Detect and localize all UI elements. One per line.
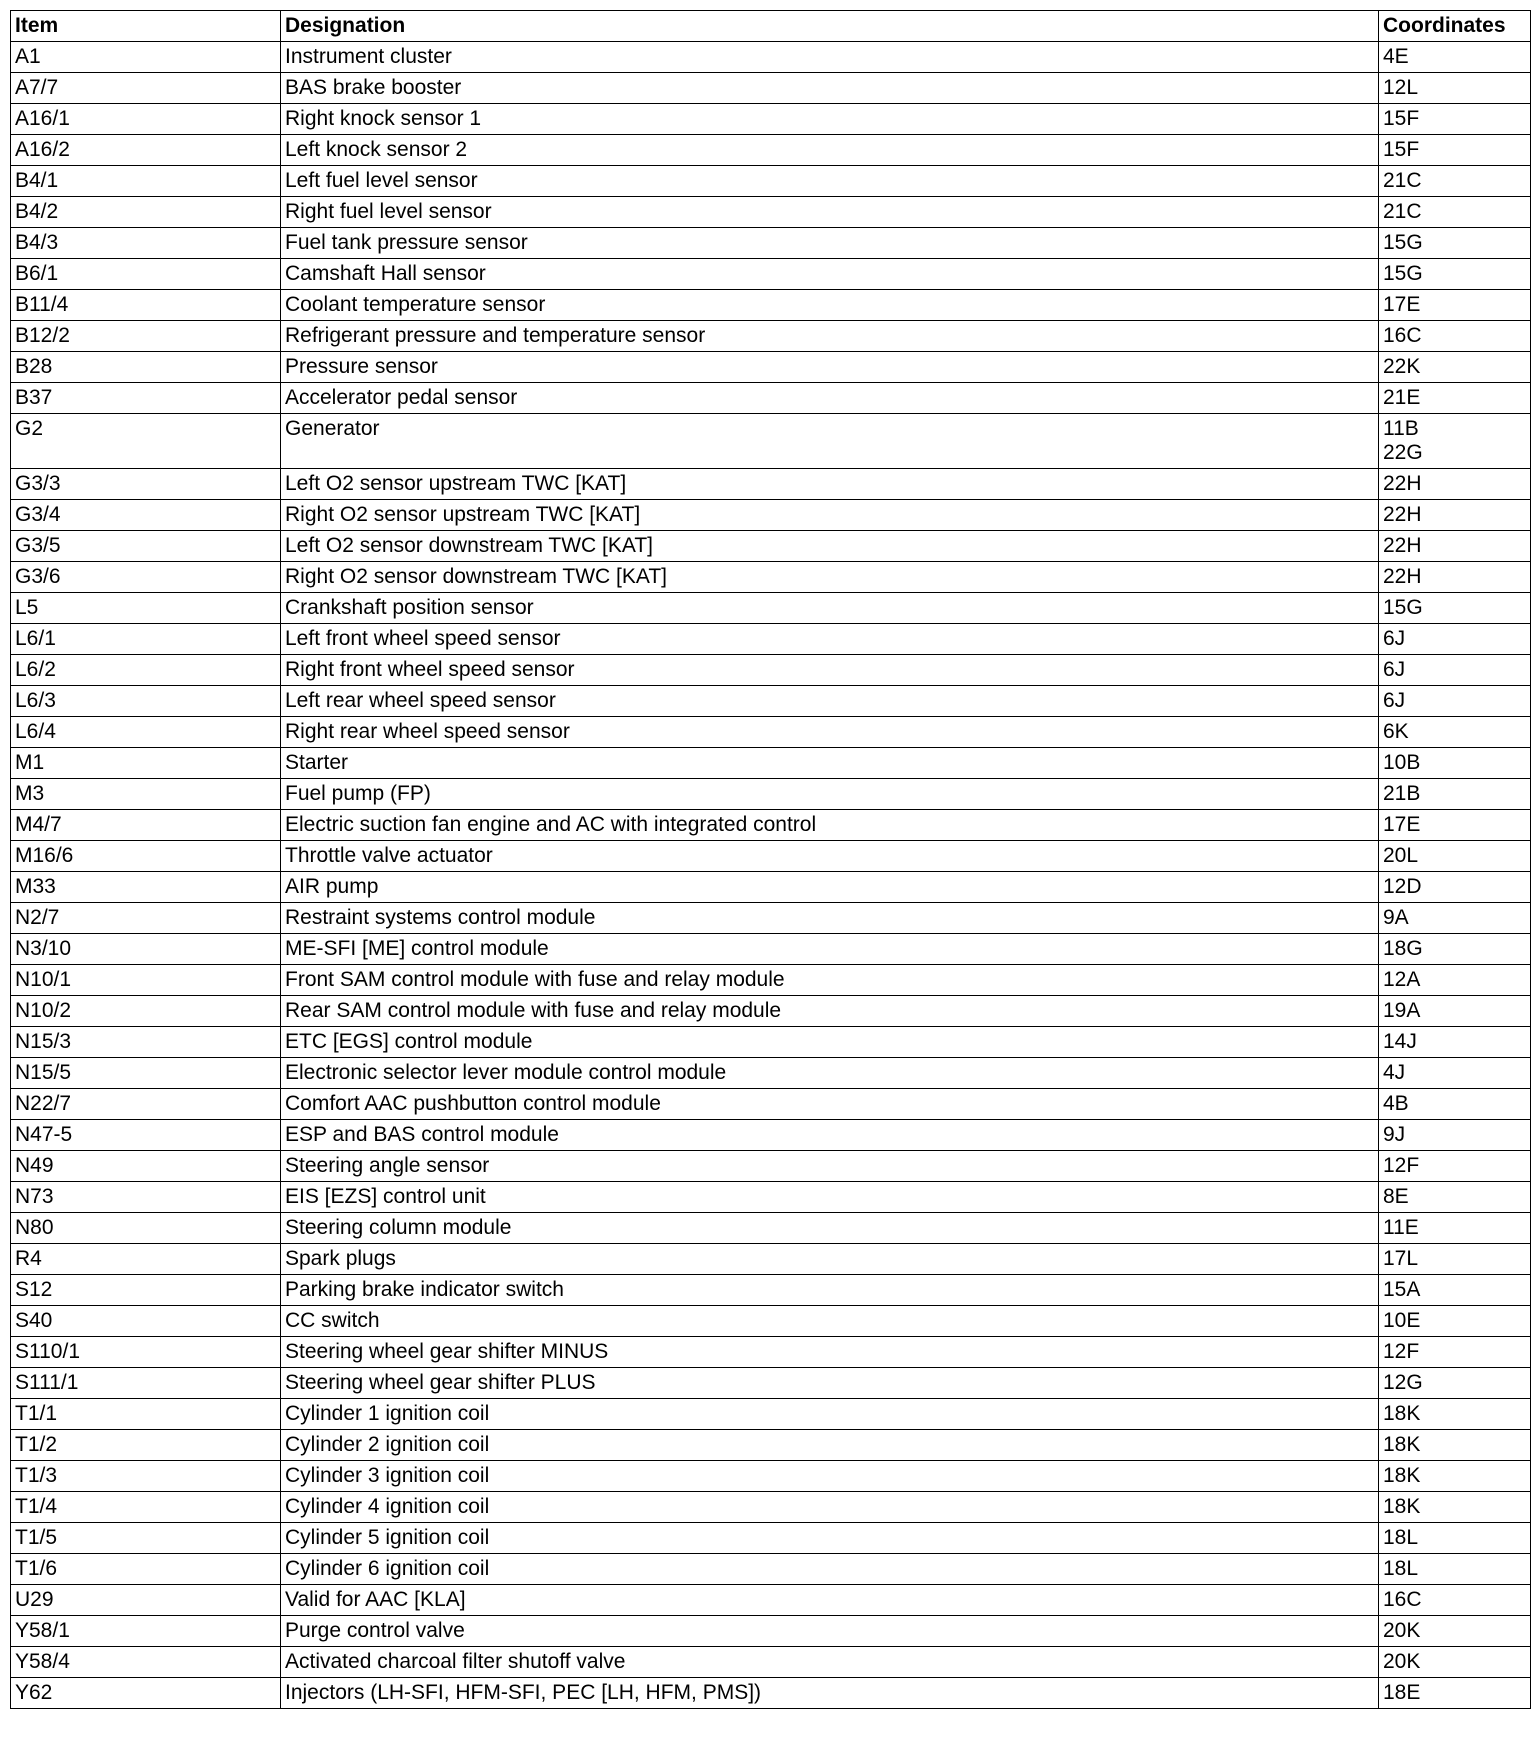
table-row (11, 1399, 1531, 1430)
coordinates-cell (1379, 1523, 1531, 1554)
coordinates-cell (1379, 810, 1531, 841)
coordinates-cell (1379, 965, 1531, 996)
coordinate-value: 12F (1383, 1154, 1420, 1177)
designation-cell: Left fuel level sensor (281, 166, 1379, 197)
coordinate-value: 4J (1383, 1061, 1406, 1084)
designation-cell: Spark plugs (281, 1244, 1379, 1275)
table-row (11, 1275, 1531, 1306)
coordinate-value: 21C (1383, 169, 1422, 192)
coordinates-cell (1379, 1244, 1531, 1275)
designation-cell: Camshaft Hall sensor (281, 259, 1379, 290)
table-row (11, 135, 1531, 166)
item-cell: U29 (11, 1585, 281, 1616)
coordinates-cell (1379, 1616, 1531, 1647)
table-row (11, 1678, 1531, 1709)
table-row (11, 73, 1531, 104)
coordinate-value: 21B (1383, 782, 1421, 805)
item-cell: G3/3 (11, 469, 281, 500)
coordinate-value: 11B (1383, 417, 1419, 440)
designation-cell: Right knock sensor 1 (281, 104, 1379, 135)
coordinates-cell (1379, 1182, 1531, 1213)
item-cell: M4/7 (11, 810, 281, 841)
designation-cell: Left O2 sensor downstream TWC [KAT] (281, 531, 1379, 562)
coordinates-cell (1379, 903, 1531, 934)
item-cell: B11/4 (11, 290, 281, 321)
item-cell: G2 (11, 414, 281, 469)
coordinates-cell (1379, 321, 1531, 352)
coordinate-value: 12F (1383, 1340, 1420, 1363)
designation-cell: Front SAM control module with fuse and relay module (281, 965, 1379, 996)
header-row (11, 11, 1531, 42)
designation-cell: Fuel tank pressure sensor (281, 228, 1379, 259)
designation-cell: Right rear wheel speed sensor (281, 717, 1379, 748)
designation-cell: Crankshaft position sensor (281, 593, 1379, 624)
table-row (11, 1058, 1531, 1089)
coordinates-cell (1379, 1337, 1531, 1368)
designation-cell: Purge control valve (281, 1616, 1379, 1647)
coordinates-cell (1379, 996, 1531, 1027)
coordinates-cell (1379, 1492, 1531, 1523)
coordinates-cell (1379, 934, 1531, 965)
coordinate-value: 6J (1383, 689, 1406, 712)
item-cell: T1/3 (11, 1461, 281, 1492)
coordinates-cell (1379, 166, 1531, 197)
coordinates-cell (1379, 1647, 1531, 1678)
designation-cell: Activated charcoal filter shutoff valve (281, 1647, 1379, 1678)
table-row (11, 166, 1531, 197)
coordinate-value: 16C (1383, 1588, 1422, 1611)
table-row (11, 593, 1531, 624)
coordinates-cell (1379, 1120, 1531, 1151)
table-row (11, 996, 1531, 1027)
designation-cell: Injectors (LH-SFI, HFM-SFI, PEC [LH, HFM, PMS]) (281, 1678, 1379, 1709)
item-cell: N3/10 (11, 934, 281, 965)
item-cell: A1 (11, 42, 281, 73)
item-cell: B4/1 (11, 166, 281, 197)
coordinate-value: 21C (1383, 200, 1422, 223)
coordinates-cell (1379, 1430, 1531, 1461)
coordinate-value: 17E (1383, 293, 1421, 316)
designation-cell: CC switch (281, 1306, 1379, 1337)
item-cell: N10/2 (11, 996, 281, 1027)
item-cell: A16/1 (11, 104, 281, 135)
coordinate-value: 18K (1383, 1495, 1421, 1518)
designation-cell: Steering wheel gear shifter MINUS (281, 1337, 1379, 1368)
item-cell: Y58/4 (11, 1647, 281, 1678)
table-row (11, 748, 1531, 779)
coordinates-cell (1379, 593, 1531, 624)
table-row (11, 1647, 1531, 1678)
coordinates-cell (1379, 104, 1531, 135)
item-cell: G3/6 (11, 562, 281, 593)
item-cell: L6/1 (11, 624, 281, 655)
coordinate-value: 17L (1383, 1247, 1419, 1270)
coordinate-value: 8E (1383, 1185, 1409, 1208)
designation-cell: Pressure sensor (281, 352, 1379, 383)
item-cell: S111/1 (11, 1368, 281, 1399)
table-row (11, 1337, 1531, 1368)
coordinate-value: 18K (1383, 1433, 1421, 1456)
item-cell: M3 (11, 779, 281, 810)
designation-cell: Accelerator pedal sensor (281, 383, 1379, 414)
coordinate-value: 18E (1383, 1681, 1421, 1704)
table-row (11, 42, 1531, 73)
table-row (11, 1616, 1531, 1647)
item-cell: B12/2 (11, 321, 281, 352)
coordinates-cell (1379, 1461, 1531, 1492)
coordinate-value: 6K (1383, 720, 1409, 743)
coordinates-cell (1379, 1058, 1531, 1089)
coordinate-value: 15A (1383, 1278, 1421, 1301)
coordinate-value: 22H (1383, 503, 1422, 526)
coordinates-cell (1379, 197, 1531, 228)
coordinate-value: 18K (1383, 1402, 1421, 1425)
coordinate-value: 11E (1383, 1216, 1419, 1239)
designation-cell: Cylinder 6 ignition coil (281, 1554, 1379, 1585)
coordinate-value: 15G (1383, 596, 1423, 619)
table-row (11, 655, 1531, 686)
coordinates-cell (1379, 1089, 1531, 1120)
table-row (11, 1182, 1531, 1213)
coordinate-value: 22H (1383, 472, 1422, 495)
table-row (11, 531, 1531, 562)
coordinate-value: 4E (1383, 45, 1409, 68)
item-cell: A16/2 (11, 135, 281, 166)
table-row (11, 1368, 1531, 1399)
designation-cell: Generator (281, 414, 1379, 469)
coordinates-cell (1379, 135, 1531, 166)
coordinate-value: 22K (1383, 355, 1421, 378)
designation-cell: Valid for AAC [KLA] (281, 1585, 1379, 1616)
item-cell: N15/3 (11, 1027, 281, 1058)
coordinates-cell (1379, 500, 1531, 531)
item-cell: B28 (11, 352, 281, 383)
coordinates-cell (1379, 717, 1531, 748)
item-cell: B6/1 (11, 259, 281, 290)
coordinate-value: 6J (1383, 658, 1406, 681)
coordinate-value: 12D (1383, 875, 1422, 898)
coordinates-cell (1379, 414, 1531, 469)
designation-cell: AIR pump (281, 872, 1379, 903)
table-row (11, 290, 1531, 321)
designation-cell: Comfort AAC pushbutton control module (281, 1089, 1379, 1120)
coordinates-cell (1379, 748, 1531, 779)
table-row (11, 321, 1531, 352)
table-row (11, 810, 1531, 841)
table-row (11, 872, 1531, 903)
designation-cell: Steering wheel gear shifter PLUS (281, 1368, 1379, 1399)
coordinate-value: 10E (1383, 1309, 1421, 1332)
designation-cell: Steering angle sensor (281, 1151, 1379, 1182)
table-row (11, 259, 1531, 290)
coordinates-cell (1379, 383, 1531, 414)
designation-cell: Left front wheel speed sensor (281, 624, 1379, 655)
item-cell: T1/1 (11, 1399, 281, 1430)
item-cell: T1/4 (11, 1492, 281, 1523)
item-cell: N49 (11, 1151, 281, 1182)
table-row (11, 1585, 1531, 1616)
coordinates-cell (1379, 290, 1531, 321)
designation-cell: ETC [EGS] control module (281, 1027, 1379, 1058)
column-header-item: Item (11, 11, 281, 42)
coordinate-value: 18L (1383, 1557, 1419, 1580)
table-row (11, 414, 1531, 469)
component-legend-table (10, 10, 1531, 1709)
item-cell: N80 (11, 1213, 281, 1244)
designation-cell: Throttle valve actuator (281, 841, 1379, 872)
item-cell: B4/2 (11, 197, 281, 228)
column-header-coordinates: Coordinates (1379, 11, 1531, 42)
coordinates-cell (1379, 259, 1531, 290)
item-cell: S12 (11, 1275, 281, 1306)
column-header-designation: Designation (281, 11, 1379, 42)
coordinate-value: 9A (1383, 906, 1409, 929)
coordinates-cell (1379, 42, 1531, 73)
table-row (11, 1120, 1531, 1151)
coordinate-value: 19A (1383, 999, 1421, 1022)
coordinates-cell (1379, 1306, 1531, 1337)
designation-cell: EIS [EZS] control unit (281, 1182, 1379, 1213)
designation-cell: Rear SAM control module with fuse and relay module (281, 996, 1379, 1027)
coordinates-cell (1379, 872, 1531, 903)
item-cell: N22/7 (11, 1089, 281, 1120)
table-row (11, 197, 1531, 228)
coordinate-value: 17E (1383, 813, 1421, 836)
table-row (11, 934, 1531, 965)
item-cell: Y58/1 (11, 1616, 281, 1647)
coordinate-value: 15F (1383, 107, 1420, 130)
item-cell: L6/3 (11, 686, 281, 717)
coordinates-cell (1379, 73, 1531, 104)
designation-cell: Cylinder 5 ignition coil (281, 1523, 1379, 1554)
coordinates-cell (1379, 1554, 1531, 1585)
item-cell: Y62 (11, 1678, 281, 1709)
designation-cell: Coolant temperature sensor (281, 290, 1379, 321)
table-row (11, 1430, 1531, 1461)
item-cell: L5 (11, 593, 281, 624)
designation-cell: Restraint systems control module (281, 903, 1379, 934)
coordinate-value: 20K (1383, 1619, 1421, 1642)
coordinates-cell (1379, 1213, 1531, 1244)
coordinates-cell (1379, 228, 1531, 259)
item-cell: B37 (11, 383, 281, 414)
coordinates-cell (1379, 531, 1531, 562)
coordinate-value: 20L (1383, 844, 1419, 867)
designation-cell: Cylinder 2 ignition coil (281, 1430, 1379, 1461)
coordinates-cell (1379, 686, 1531, 717)
coordinate-value: 16C (1383, 324, 1422, 347)
table-row (11, 1461, 1531, 1492)
designation-cell: Left knock sensor 2 (281, 135, 1379, 166)
coordinates-cell (1379, 655, 1531, 686)
designation-cell: Fuel pump (FP) (281, 779, 1379, 810)
table-row (11, 779, 1531, 810)
coordinate-value: 22H (1383, 534, 1422, 557)
item-cell: N73 (11, 1182, 281, 1213)
designation-cell: Cylinder 1 ignition coil (281, 1399, 1379, 1430)
coordinate-value: 12G (1383, 1371, 1423, 1394)
item-cell: T1/6 (11, 1554, 281, 1585)
coordinates-cell (1379, 1275, 1531, 1306)
table-row (11, 1089, 1531, 1120)
coordinates-cell (1379, 624, 1531, 655)
designation-cell: Right O2 sensor downstream TWC [KAT] (281, 562, 1379, 593)
coordinate-value: 18L (1383, 1526, 1419, 1549)
coordinates-cell (1379, 1368, 1531, 1399)
table-row (11, 1213, 1531, 1244)
coordinate-value: 15F (1383, 138, 1420, 161)
coordinate-value: 12L (1383, 76, 1419, 99)
item-cell: S40 (11, 1306, 281, 1337)
table-row (11, 1027, 1531, 1058)
table-row (11, 1244, 1531, 1275)
designation-cell: ME-SFI [ME] control module (281, 934, 1379, 965)
coordinates-cell (1379, 562, 1531, 593)
coordinate-value: 14J (1383, 1030, 1417, 1053)
item-cell: N2/7 (11, 903, 281, 934)
table-row (11, 686, 1531, 717)
table-row (11, 903, 1531, 934)
coordinate-value: 18G (1383, 937, 1423, 960)
designation-cell: Right front wheel speed sensor (281, 655, 1379, 686)
item-cell: T1/2 (11, 1430, 281, 1461)
table-row (11, 841, 1531, 872)
designation-cell: ESP and BAS control module (281, 1120, 1379, 1151)
coordinate-value: 18K (1383, 1464, 1421, 1487)
designation-cell: Cylinder 3 ignition coil (281, 1461, 1379, 1492)
table-row (11, 965, 1531, 996)
designation-cell: Right fuel level sensor (281, 197, 1379, 228)
table-row (11, 1523, 1531, 1554)
designation-cell: BAS brake booster (281, 73, 1379, 104)
table-row (11, 104, 1531, 135)
table-row (11, 717, 1531, 748)
designation-cell: Right O2 sensor upstream TWC [KAT] (281, 500, 1379, 531)
designation-cell: Left rear wheel speed sensor (281, 686, 1379, 717)
table-body (11, 42, 1531, 1709)
item-cell: N10/1 (11, 965, 281, 996)
table-row (11, 562, 1531, 593)
item-cell: N15/5 (11, 1058, 281, 1089)
item-cell: L6/2 (11, 655, 281, 686)
item-cell: M16/6 (11, 841, 281, 872)
coordinates-cell (1379, 779, 1531, 810)
item-cell: T1/5 (11, 1523, 281, 1554)
coordinate-value: 20K (1383, 1650, 1421, 1673)
designation-cell: Starter (281, 748, 1379, 779)
item-cell: G3/5 (11, 531, 281, 562)
item-cell: R4 (11, 1244, 281, 1275)
designation-cell: Electronic selector lever module control module (281, 1058, 1379, 1089)
coordinate-value: 15G (1383, 262, 1423, 285)
table-row (11, 352, 1531, 383)
item-cell: M33 (11, 872, 281, 903)
item-cell: G3/4 (11, 500, 281, 531)
coordinate-value: 21E (1383, 386, 1421, 409)
table-row (11, 469, 1531, 500)
designation-cell: Parking brake indicator switch (281, 1275, 1379, 1306)
coordinate-value: 22H (1383, 565, 1422, 588)
table-row (11, 624, 1531, 655)
coordinate-value: 15G (1383, 231, 1423, 254)
coordinate-value: 9J (1383, 1123, 1406, 1146)
designation-cell: Steering column module (281, 1213, 1379, 1244)
coordinate-value: 22G (1383, 441, 1423, 464)
coordinate-value: 6J (1383, 627, 1406, 650)
coordinate-value: 10B (1383, 751, 1421, 774)
table-row (11, 1492, 1531, 1523)
table-row (11, 228, 1531, 259)
coordinate-value: 4B (1383, 1092, 1409, 1115)
item-cell: N47-5 (11, 1120, 281, 1151)
designation-cell: Instrument cluster (281, 42, 1379, 73)
coordinates-cell (1379, 1585, 1531, 1616)
item-cell: B4/3 (11, 228, 281, 259)
designation-cell: Electric suction fan engine and AC with integrated control (281, 810, 1379, 841)
coordinates-cell (1379, 1399, 1531, 1430)
coordinates-cell (1379, 469, 1531, 500)
table-row (11, 1306, 1531, 1337)
table-row (11, 1151, 1531, 1182)
designation-cell: Left O2 sensor upstream TWC [KAT] (281, 469, 1379, 500)
table-row (11, 500, 1531, 531)
table-row (11, 1554, 1531, 1585)
table-row (11, 383, 1531, 414)
coordinates-cell (1379, 352, 1531, 383)
designation-cell: Refrigerant pressure and temperature sensor (281, 321, 1379, 352)
coordinate-value: 12A (1383, 968, 1421, 991)
coordinates-cell (1379, 841, 1531, 872)
item-cell: A7/7 (11, 73, 281, 104)
item-cell: S110/1 (11, 1337, 281, 1368)
item-cell: L6/4 (11, 717, 281, 748)
designation-cell: Cylinder 4 ignition coil (281, 1492, 1379, 1523)
item-cell: M1 (11, 748, 281, 779)
coordinates-cell (1379, 1678, 1531, 1709)
coordinates-cell (1379, 1027, 1531, 1058)
coordinates-cell (1379, 1151, 1531, 1182)
